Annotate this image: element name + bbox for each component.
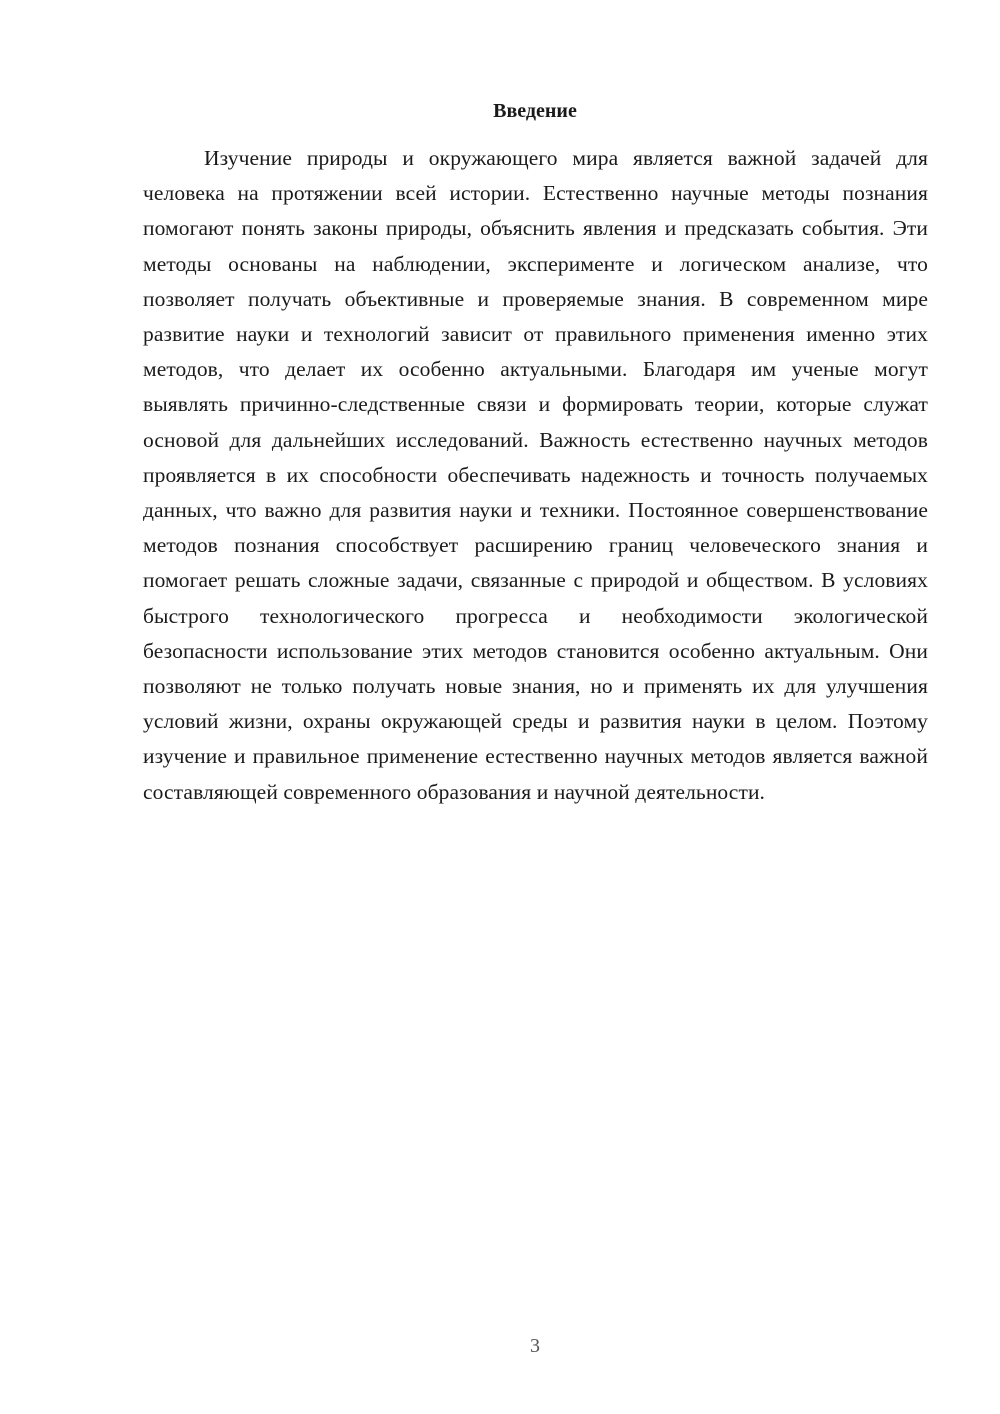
intro-paragraph: Изучение природы и окружающего мира является важной задачей для человека на протяжении всей истории. Естественно научные методы познания помогают понять законы природы, объяснить явления и предсказать события. Эти методы основаны на наблюдении, эксперименте и логическом анализе, что позволяет получать объективные и проверяемые знания. В современном мире развитие науки и технологий зависит от правильного применения именно этих методов, что делает их особенно актуальными. Благодаря им ученые могут выявлять причинно-следственные связи и формировать теории, которые служат основой для дальнейших исследований. Важность естественно научных методов проявляется в их способности обеспечивать надежность и точность получаемых данных, что важно для развития науки и техники. Постоянное совершенствование методов познания способствует расширению границ человеческого знания и помогает решать сложные задачи, связанные с природой и обществом. В условиях быстрого технологического прогресса и необходимости экологической безопасности использование этих методов становится особенно актуальным. Они позволяют не только получать новые знания, но и применять их для улучшения условий жизни, охраны окружающей среды и развития науки в целом. Поэтому изучение и правильное применение естественно научных методов является важной составляющей современного образования и научной деятельности. [143, 146, 928, 804]
section-heading: Введение [493, 100, 577, 122]
page-number: 3 [530, 1335, 540, 1357]
